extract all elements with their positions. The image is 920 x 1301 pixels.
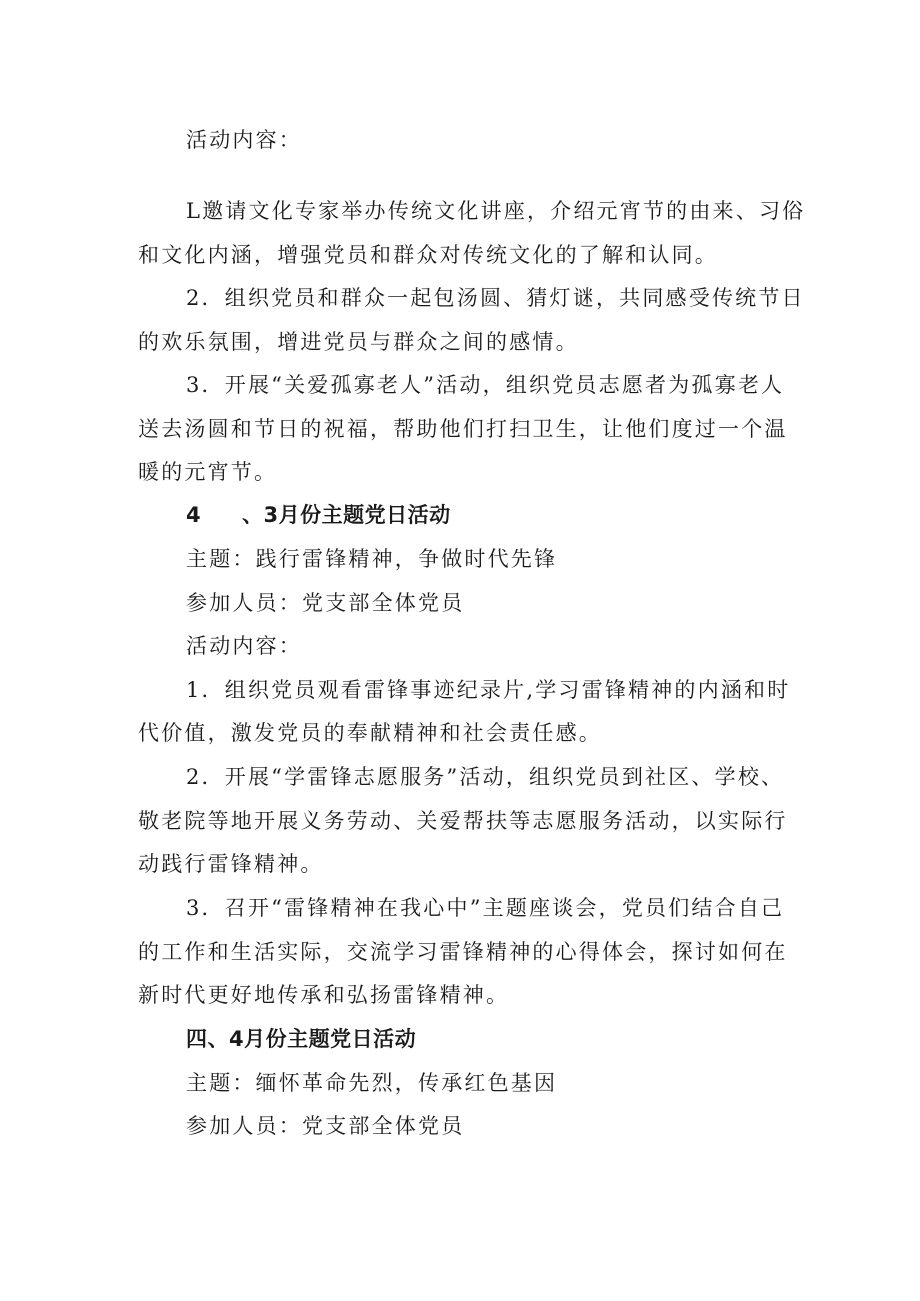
paragraph-line: 的欢乐氛围，增进党员与群众之间的感情。 [138, 330, 579, 354]
paragraph-line: 动践行雷锋精神。 [138, 852, 324, 876]
paragraph-line: 代价值，激发党员的奉献精神和社会责任感。 [138, 721, 602, 745]
paragraph-line: 3．召开“雷锋精神在我心中”主题座谈会，党员们结合自己 [186, 896, 785, 920]
theme-line: 主题：缅怀革命先烈，传承红色基因 [186, 1071, 558, 1095]
paragraph-line: 送去汤圆和节日的祝福，帮助他们打扫卫生，让他们度过一个温 [138, 417, 788, 441]
paragraph-line: 新时代更好地传承和弘扬雷锋精神。 [138, 983, 510, 1007]
section-heading-number: 4 [186, 503, 202, 527]
content-label: 活动内容： [186, 634, 302, 658]
participants-line: 参加人员：党支部全体党员 [186, 591, 465, 615]
theme-line: 主题：践行雷锋精神，争做时代先锋 [186, 547, 558, 571]
paragraph-line: 敬老院等地开展义务劳动、关爱帮扶等志愿服务活动，以实际行 [138, 809, 788, 833]
participants-line: 参加人员：党支部全体党员 [186, 1114, 465, 1138]
section-heading: 四、4月份主题党日活动 [186, 1027, 417, 1051]
paragraph-line: 2．组织党员和群众一起包汤圆、猜灯谜，共同感受传统节日 [186, 286, 805, 310]
paragraph-line: L邀请文化专家举办传统文化讲座，介绍元宵节的由来、习俗 [186, 199, 806, 223]
paragraph-line: 的工作和生活实际，交流学习雷锋精神的心得体会，探讨如何在 [138, 940, 788, 964]
paragraph-line: 1．组织党员观看雷锋事迹纪录片,学习雷锋精神的内涵和时 [186, 678, 791, 702]
paragraph-line: 和文化内涵，增强党员和群众对传统文化的了解和认同。 [138, 243, 718, 267]
section-heading [186, 500, 451, 530]
content-label: 活动内容： [186, 128, 302, 152]
paragraph-line: 3．开展“关爱孤寡老人”活动，组织党员志愿者为孤寡老人 [186, 373, 785, 397]
paragraph-line: 暖的元宵节。 [138, 460, 278, 484]
paragraph-line: 2．开展“学雷锋志愿服务”活动，组织党员到社区、学校、 [186, 765, 785, 789]
section-heading-text: 、3月份主题党日活动 [242, 503, 451, 527]
